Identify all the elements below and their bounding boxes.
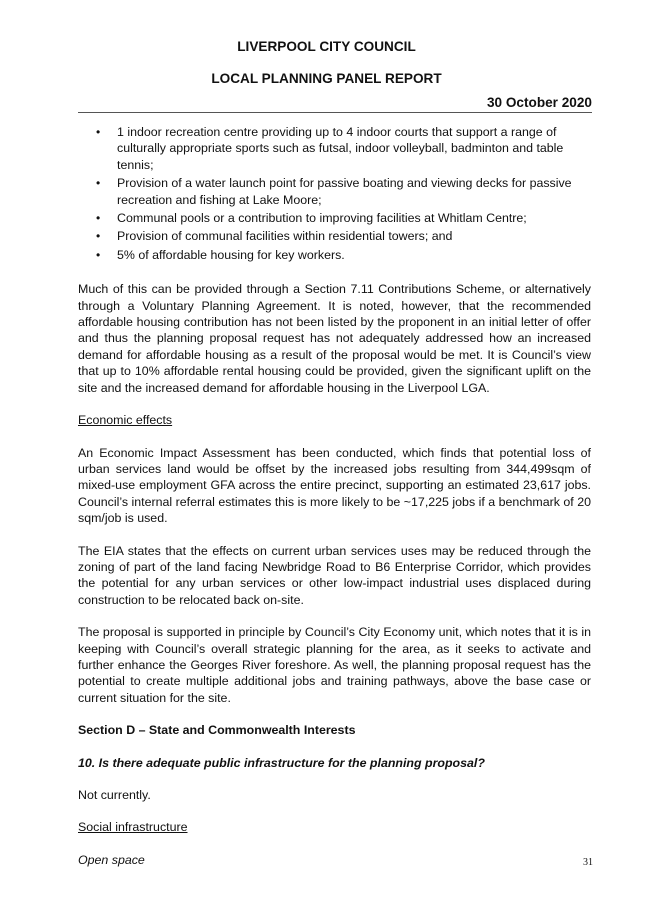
report-date: 30 October 2020 [486, 95, 592, 110]
list-item: • Provision of communal facilities within residential towers; and [96, 229, 453, 244]
question-10-answer: Not currently. [78, 788, 151, 802]
question-10-heading: 10. Is there adequate public infrastructure for the planning proposal? [78, 755, 485, 770]
list-item: • Provision of a water launch point for passive boating and viewing decks for passive recreation and fishing at Lake Moore; [96, 176, 572, 207]
list-item: • Communal pools or a contribution to improving facilities at Whitlam Centre; [96, 211, 527, 226]
section-d-heading: Section D – State and Commonwealth Interests [78, 723, 356, 738]
report-title: LOCAL PLANNING PANEL REPORT [211, 71, 442, 86]
economic-effects-heading: Economic effects [78, 413, 173, 428]
facilities-list [78, 124, 591, 263]
economic-paragraph-2: The EIA states that the effects on current urban services uses may be reduced through the zoning of part of the land facing Newbridge Road to B6 Enterprise Corridor, which provides the potential for any urban services or other low-impact industrial uses displaced during construction to be relocated back on-site. [78, 543, 591, 607]
list-item: • 5% of affordable housing for key workers. [96, 247, 345, 262]
economic-paragraph-3: The proposal is supported in principle by Council’s City Economy unit, which notes that it is in keeping with Council’s overall strategic planning for the area, as it seeks to activate and further enhance the Georges River foreshore. As well, the planning proposal request has the potential to create multiple additional jobs and training pathways, above the base case or current situation for the site. [78, 625, 591, 705]
list-item: • 1 indoor recreation centre providing up to 4 indoor courts that support a range of culturally appropriate sports such as futsal, indoor volleyball, badminton and table tennis; [96, 125, 564, 172]
bullet-icon: • [96, 247, 101, 262]
bullet-icon: • [96, 229, 101, 244]
social-infrastructure-heading: Social infrastructure [78, 820, 188, 835]
page-number: 31 [583, 857, 593, 868]
bullet-icon: • [96, 125, 101, 139]
bullet-icon: • [96, 176, 101, 191]
economic-paragraph-1: An Economic Impact Assessment has been conducted, which finds that potential loss of urban services land would be offset by the increased jobs resulting from 344,499sqm of mixed-use employment GFA across the entire precinct, supporting an estimated 23,617 jobs. Council’s internal referral estimates this is more likely to be ~17,225 jobs if a benchmark of 20 sqm/job is used. [78, 445, 591, 526]
council-title: LIVERPOOL CITY COUNCIL [237, 39, 416, 54]
body-content [78, 124, 591, 868]
header-divider [78, 112, 592, 113]
contributions-paragraph: Much of this can be provided through a Section 7.11 Contributions Scheme, or alternatively through a Voluntary Planning Agreement. It is noted, however, that the recommended affordable housing contribution has not been listed by the proponent in an initial letter of offer and thus the planning proposal request has not adequately addressed how an increased demand for affordable housing as a result of the proposal would be met. It is Council’s view that up to 10% affordable rental housing could be provided, given the significant uplift on the site and the increased demand for affordable housing in the Liverpool LGA. [78, 282, 591, 395]
bullet-icon: • [96, 211, 101, 226]
open-space-heading: Open space [78, 852, 145, 867]
